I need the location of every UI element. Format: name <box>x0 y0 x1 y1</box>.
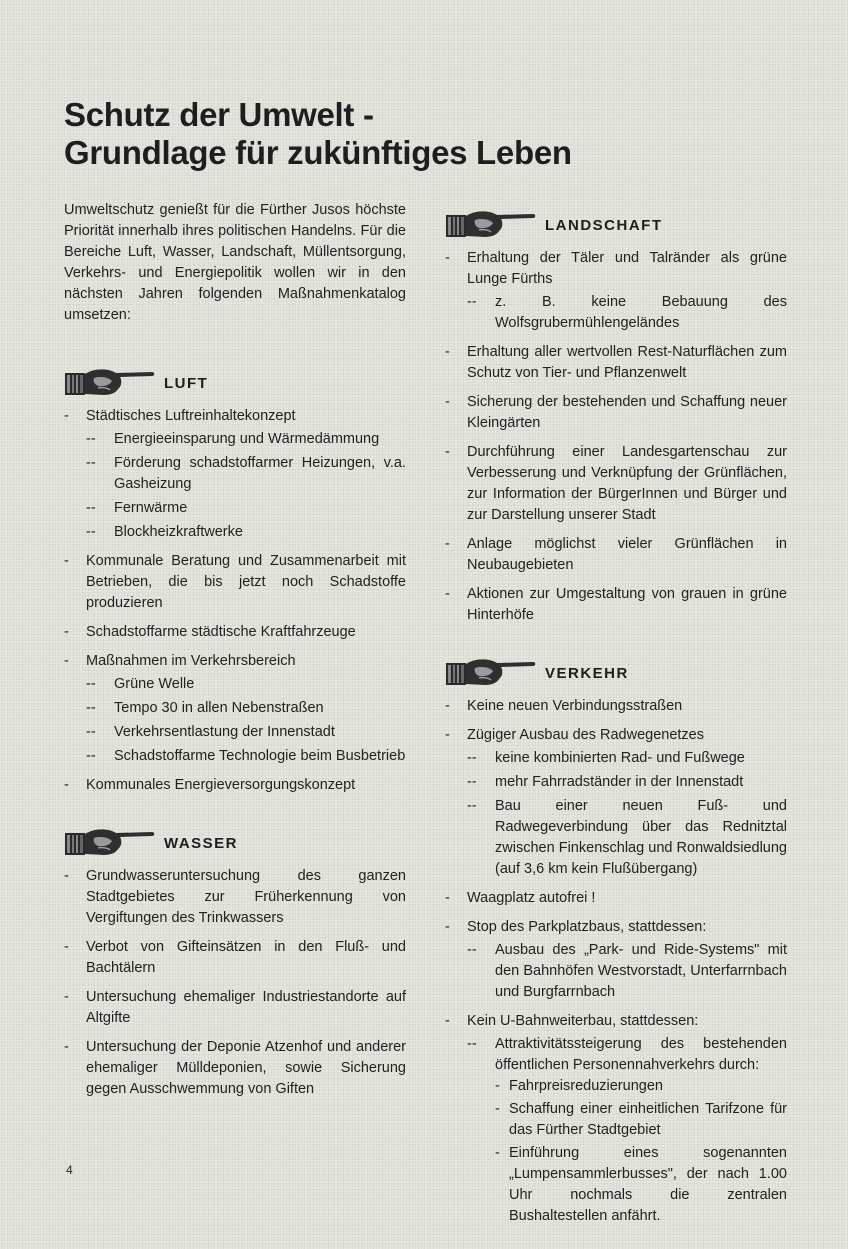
bullet-dash: - <box>64 939 69 955</box>
list-item-text: Städtisches Luftreinhaltekonzept <box>86 408 296 424</box>
list-item-text: Schaffung einer einheitlichen Tarifzone für das Fürther Stadtgebiet <box>509 1101 787 1138</box>
bullet-dash: -- <box>86 700 96 716</box>
list-item-text: z. B. keine Bebauung des Wolfsgrubermühlengeländes <box>495 294 787 331</box>
list-item-text: Fahrpreisreduzierungen <box>509 1078 663 1094</box>
bullet-list <box>64 406 406 796</box>
list-item-text: Einführung eines sogenannten „Lumpensammlerbusses", der nach 1.00 Uhr nochmals die zentralen Bushaltestellen anfährt. <box>509 1145 787 1224</box>
bullet-dash: - <box>64 553 69 569</box>
bullet-dash: - <box>445 250 450 266</box>
list-item-text: Kommunale Beratung und Zusammenarbeit mit Betrieben, die bis jetzt noch Schadstoffe produzieren <box>86 553 406 611</box>
list-item <box>445 725 787 880</box>
list-item <box>86 522 406 543</box>
bullet-dash: - <box>445 919 450 935</box>
bullet-dash: -- <box>467 750 477 766</box>
section-title: LANDSCHAFT <box>545 217 663 234</box>
list-item-text: Maßnahmen im Verkehrsbereich <box>86 653 296 669</box>
bullet-list <box>64 866 406 1100</box>
list-item <box>445 696 787 717</box>
list-item <box>86 746 406 767</box>
sub-list <box>86 674 406 767</box>
list-item <box>467 796 787 880</box>
bullet-dash: - <box>495 1101 500 1117</box>
list-item-text: Verbot von Gifteinsätzen in den Fluß- und Bachtälern <box>86 939 406 976</box>
list-item <box>445 248 787 334</box>
list-item <box>467 772 787 793</box>
list-item <box>64 551 406 614</box>
list-item <box>86 674 406 695</box>
bullet-dash: - <box>64 653 69 669</box>
list-item <box>495 1099 787 1141</box>
section-verkehr <box>445 648 787 1227</box>
list-item <box>86 698 406 719</box>
section-header <box>64 818 406 858</box>
list-item <box>467 748 787 769</box>
bullet-dash: - <box>495 1145 500 1161</box>
sub-list <box>467 1034 787 1227</box>
section-title: WASSER <box>164 835 239 852</box>
pointing-hand-icon <box>64 364 156 398</box>
list-item <box>467 1034 787 1227</box>
list-item-text: Förderung schadstoffarmer Heizungen, v.a. Gasheizung <box>114 455 406 492</box>
list-item <box>64 1037 406 1100</box>
list-item <box>86 722 406 743</box>
bullet-dash: -- <box>86 431 96 447</box>
bullet-dash: -- <box>86 455 96 471</box>
list-item-text: Grüne Welle <box>114 676 195 692</box>
section-wasser <box>64 818 406 1100</box>
bullet-dash: -- <box>86 500 96 516</box>
list-item <box>445 888 787 909</box>
list-item <box>64 651 406 767</box>
list-item-text: Verkehrsentlastung der Innenstadt <box>114 724 335 740</box>
list-item-text: Bau einer neuen Fuß- und Radwegeverbindung über das Rednitztal zwischen Finkenschlag und Ronwaldsiedlung (auf 3,6 km kein Flußübergang) <box>495 798 787 877</box>
section-luft <box>64 358 406 796</box>
list-item <box>495 1143 787 1227</box>
bullet-dash: - <box>445 344 450 360</box>
pointing-hand-icon <box>64 824 156 858</box>
list-item-text: Energieeinsparung und Wärmedämmung <box>114 431 380 447</box>
list-item <box>467 940 787 1003</box>
list-item <box>445 1011 787 1227</box>
list-item-text: Untersuchung ehemaliger Industriestandorte auf Altgifte <box>86 989 406 1026</box>
bullet-dash: - <box>445 727 450 743</box>
list-item <box>445 342 787 384</box>
bullet-dash: - <box>64 777 69 793</box>
page-title <box>64 96 572 172</box>
bullet-dash: - <box>445 890 450 906</box>
list-item-text: Stop des Parkplatzbaus, stattdessen: <box>467 919 707 935</box>
list-item <box>445 442 787 526</box>
list-item-text: Kommunales Energieversorgungskonzept <box>86 777 356 793</box>
bullet-dash: -- <box>86 748 96 764</box>
section-title: VERKEHR <box>545 665 629 682</box>
intro-paragraph: Umweltschutz genießt für die Fürther Jusos höchste Priorität innerhalb ihres politischen Handelns. Für die Bereiche Luft, Wasser, Landschaft, Müllentsorgung, Verkehrs- und Energiepolitik wollen wir in den nächsten Jahren folgenden Maßnahmenkatalog umsetzen: <box>64 202 406 323</box>
list-item <box>495 1076 787 1097</box>
section-title: LUFT <box>164 375 209 392</box>
list-item <box>86 498 406 519</box>
list-item <box>64 937 406 979</box>
sub-list <box>467 940 787 1003</box>
bullet-dash: - <box>64 408 69 424</box>
bullet-list <box>445 696 787 1227</box>
list-item-text: Zügiger Ausbau des Radwegenetzes <box>467 727 704 743</box>
bullet-dash: -- <box>86 724 96 740</box>
list-item-text: Aktionen zur Umgestaltung von grauen in grüne Hinterhöfe <box>467 586 787 623</box>
list-item <box>64 406 406 543</box>
list-item-text: Blockheizkraftwerke <box>114 524 243 540</box>
title-line-1: Schutz der Umwelt - <box>64 96 374 133</box>
right-column <box>445 200 787 1249</box>
list-item-text: Ausbau des „Park- und Ride-Systems" mit den Bahnhöfen Westvorstadt, Unterfarrnbach und Burgfarrnbach <box>495 942 787 1000</box>
bullet-dash: - <box>445 536 450 552</box>
bullet-dash: - <box>495 1078 500 1094</box>
list-item-text: Erhaltung aller wertvollen Rest-Naturflächen zum Schutz von Tier- und Pflanzenwelt <box>467 344 787 381</box>
bullet-dash: - <box>64 1039 69 1055</box>
list-item <box>445 584 787 626</box>
list-item-text: Anlage möglichst vieler Grünflächen in Neubaugebieten <box>467 536 787 573</box>
bullet-dash: -- <box>86 676 96 692</box>
section-header <box>445 200 787 240</box>
bullet-dash: - <box>445 1013 450 1029</box>
list-item-text: keine kombinierten Rad- und Fußwege <box>495 750 745 766</box>
list-item-text: mehr Fahrradständer in der Innenstadt <box>495 774 744 790</box>
bullet-dash: -- <box>467 798 477 814</box>
list-item-text: Tempo 30 in allen Nebenstraßen <box>114 700 324 716</box>
list-item-text: Fernwärme <box>114 500 188 516</box>
title-line-2: Grundlage für zukünftiges Leben <box>64 134 572 171</box>
bullet-dash: - <box>64 624 69 640</box>
list-item <box>64 866 406 929</box>
left-column <box>64 200 406 1122</box>
list-item-text: Attraktivitätssteigerung des bestehenden öffentlichen Personennahverkehrs durch: <box>495 1036 787 1073</box>
bullet-dash: - <box>445 586 450 602</box>
bullet-list <box>445 248 787 626</box>
list-item-text: Sicherung der bestehenden und Schaffung neuer Kleingärten <box>467 394 787 431</box>
list-item-text: Schadstoffarme städtische Kraftfahrzeuge <box>86 624 356 640</box>
page-number: 4 <box>66 1163 73 1177</box>
sub-list <box>467 748 787 880</box>
sub-list <box>86 429 406 543</box>
bullet-dash: -- <box>467 1036 477 1052</box>
sub-list <box>467 292 787 334</box>
bullet-dash: - <box>445 394 450 410</box>
list-item <box>86 429 406 450</box>
section-landschaft <box>445 200 787 626</box>
list-item <box>86 453 406 495</box>
sub-list <box>495 1076 787 1227</box>
list-item-text: Schadstoffarme Technologie beim Busbetrieb <box>114 748 406 764</box>
list-item <box>445 392 787 434</box>
bullet-dash: -- <box>467 294 477 310</box>
list-item-text: Durchführung einer Landesgartenschau zur Verbesserung und Verknüpfung der Grünflächen, zur Information der BürgerInnen und Bürger und zur Darstellung unserer Stadt <box>467 444 787 523</box>
bullet-dash: -- <box>467 774 477 790</box>
section-header <box>64 358 406 398</box>
list-item-text: Kein U-Bahnweiterbau, stattdessen: <box>467 1013 699 1029</box>
bullet-dash: - <box>445 698 450 714</box>
list-item <box>64 987 406 1029</box>
bullet-dash: - <box>64 989 69 1005</box>
bullet-dash: - <box>64 868 69 884</box>
section-header <box>445 648 787 688</box>
list-item <box>64 622 406 643</box>
list-item-text: Keine neuen Verbindungsstraßen <box>467 698 683 714</box>
pointing-hand-icon <box>445 654 537 688</box>
list-item-text: Waagplatz autofrei ! <box>467 890 596 906</box>
list-item <box>467 292 787 334</box>
list-item <box>64 775 406 796</box>
list-item-text: Erhaltung der Täler und Talränder als grüne Lunge Fürths <box>467 250 787 287</box>
list-item <box>445 534 787 576</box>
bullet-dash: -- <box>86 524 96 540</box>
list-item-text: Untersuchung der Deponie Atzenhof und anderer ehemaliger Mülldeponien, sowie Sicherung gegen Ausschwemmung von Giften <box>86 1039 406 1097</box>
bullet-dash: -- <box>467 942 477 958</box>
pointing-hand-icon <box>445 206 537 240</box>
list-item-text: Grundwasseruntersuchung des ganzen Stadtgebietes zur Früherkennung von Vergiftungen des Trinkwassers <box>86 868 406 926</box>
list-item <box>445 917 787 1003</box>
bullet-dash: - <box>445 444 450 460</box>
